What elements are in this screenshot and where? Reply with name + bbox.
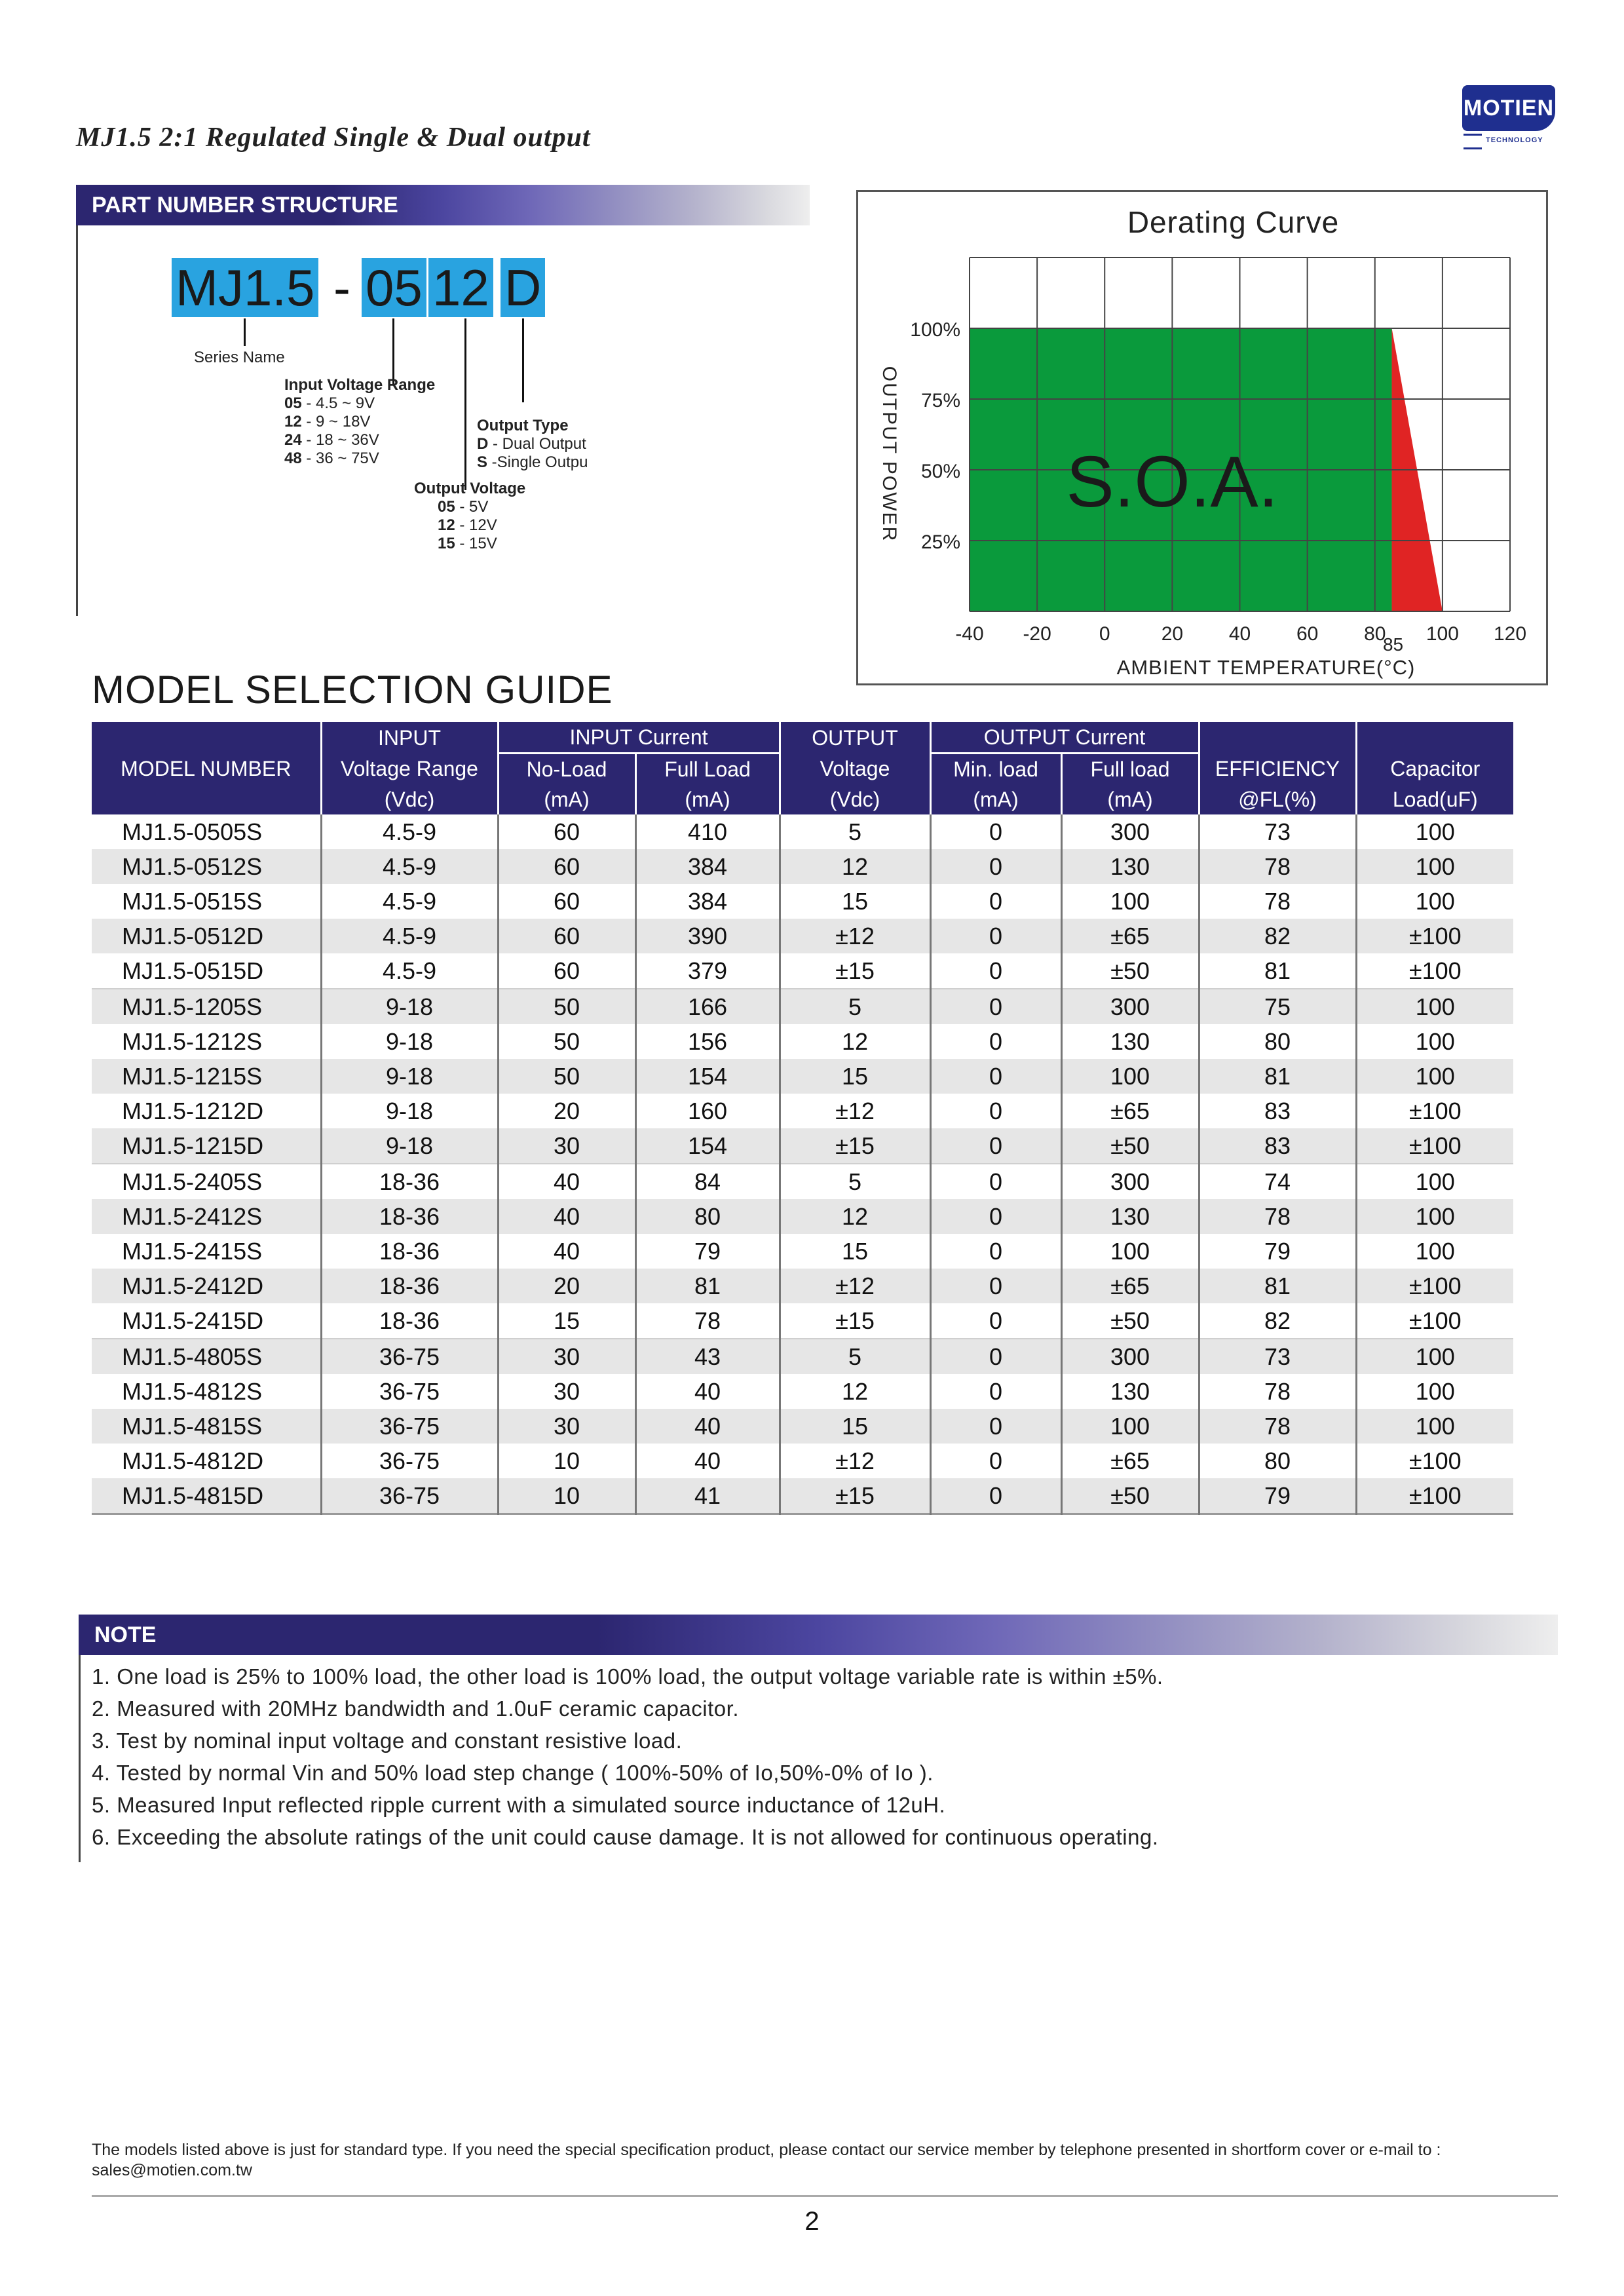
notes-list (92, 1660, 1533, 1853)
note-item: 6. Exceeding the absolute ratings of the unit could cause damage. It is not allowed for continuous operating. (92, 1825, 1159, 1849)
model-number-cell: MJ1.5-0512S (92, 849, 321, 884)
table-cell: 0 (930, 849, 1061, 884)
output-type-item: S -Single Outpu (477, 453, 588, 471)
table-cell: 0 (930, 1303, 1061, 1339)
header-cell: Voltage Range (321, 754, 498, 785)
table-cell: 100 (1356, 1339, 1513, 1374)
table-cell: 10 (498, 1444, 635, 1478)
table-cell: 0 (930, 953, 1061, 989)
table-cell: 160 (635, 1094, 780, 1128)
table-cell: 100 (1061, 884, 1199, 919)
table-cell: ±100 (1356, 1269, 1513, 1303)
model-number-cell: MJ1.5-2412D (92, 1269, 321, 1303)
document-title: MJ1.5 2:1 Regulated Single & Dual output (76, 123, 591, 153)
company-logo (1460, 77, 1558, 151)
table-cell: 40 (498, 1234, 635, 1269)
input-range-item: 48 - 36 ~ 75V (284, 450, 379, 467)
table-cell: 390 (635, 919, 780, 953)
table-cell: 0 (930, 1478, 1061, 1514)
table-cell: 81 (1199, 1059, 1356, 1094)
footer-divider (92, 2195, 1558, 2197)
table-cell: 12 (780, 1199, 930, 1234)
table-cell: 30 (498, 1339, 635, 1374)
table-cell: 78 (1199, 1199, 1356, 1234)
part-number-section-bar: PART NUMBER STRUCTURE (76, 185, 810, 225)
table-cell: 40 (635, 1374, 780, 1409)
header-cell: Full load (1061, 754, 1199, 785)
table-cell: 75 (1199, 989, 1356, 1024)
table-cell: 100 (1356, 1234, 1513, 1269)
table-cell: 4.5-9 (321, 953, 498, 989)
table-cell: ±100 (1356, 919, 1513, 953)
table-row (92, 849, 1513, 884)
output-voltage-item: 15 - 15V (438, 535, 497, 552)
table-cell: 81 (1199, 953, 1356, 989)
table-cell: 100 (1356, 1199, 1513, 1234)
x-tick-label: -20 (1023, 623, 1051, 645)
table-cell: 12 (780, 849, 930, 884)
header-cell: (Vdc) (321, 784, 498, 814)
table-cell: ±15 (780, 1303, 930, 1339)
part-number-diagram (76, 225, 652, 619)
logo-wave-icon (1463, 134, 1482, 149)
table-cell: 60 (498, 849, 635, 884)
table-cell: 156 (635, 1024, 780, 1059)
table-cell: 78 (1199, 1409, 1356, 1444)
table-row (92, 1339, 1513, 1374)
note-item: 1. One load is 25% to 100% load, the other load is 100% load, the output voltage variable rate is within ±5%. (92, 1664, 1163, 1689)
table-cell: 0 (930, 1128, 1061, 1164)
table-row (92, 814, 1513, 849)
table-cell: 18-36 (321, 1269, 498, 1303)
header-cell: No-Load (498, 754, 635, 785)
table-cell: 81 (1199, 1269, 1356, 1303)
model-number-cell: MJ1.5-4805S (92, 1339, 321, 1374)
input-range-item: 24 - 18 ~ 36V (284, 431, 379, 449)
table-cell: 0 (930, 919, 1061, 953)
table-cell: 12 (780, 1024, 930, 1059)
table-row (92, 1478, 1513, 1514)
output-voltage-leader-line (464, 318, 466, 490)
table-header-row (92, 754, 1513, 785)
table-row (92, 1128, 1513, 1164)
model-table-body (92, 814, 1513, 1514)
table-cell: ±50 (1061, 1478, 1199, 1514)
table-cell: 0 (930, 1024, 1061, 1059)
table-row (92, 1374, 1513, 1409)
table-cell: 130 (1061, 849, 1199, 884)
table-cell: 60 (498, 884, 635, 919)
table-cell: ±100 (1356, 1478, 1513, 1514)
table-cell: 0 (930, 1339, 1061, 1374)
table-header-row (92, 784, 1513, 814)
model-number-cell: MJ1.5-2415S (122, 1238, 263, 1265)
table-cell: 81 (635, 1269, 780, 1303)
x-tick-label: -40 (955, 623, 984, 645)
table-cell: ±65 (1061, 1094, 1199, 1128)
table-cell: 0 (930, 1444, 1061, 1478)
x-tick-label: 20 (1161, 623, 1184, 645)
header-cell: OUTPUT (780, 722, 930, 754)
table-cell: 100 (1356, 849, 1513, 884)
output-voltage-item: 05 - 5V (438, 498, 489, 516)
table-cell: ±100 (1356, 1094, 1513, 1128)
table-cell: 10 (498, 1478, 635, 1514)
table-cell: 0 (930, 884, 1061, 919)
y-tick-label: 50% (920, 461, 960, 482)
table-cell: 80 (1199, 1444, 1356, 1478)
table-cell: 5 (780, 814, 930, 849)
table-cell: 4.5-9 (321, 814, 498, 849)
table-cell: 15 (780, 1059, 930, 1094)
table-cell: 40 (498, 1164, 635, 1199)
input-range-block (284, 376, 435, 468)
table-cell: 130 (1061, 1024, 1199, 1059)
x-axis-label: AMBIENT TEMPERATURE(°C) (1116, 656, 1416, 679)
table-cell: 30 (498, 1128, 635, 1164)
logo-text: MOTIEN (1462, 85, 1555, 131)
table-cell: 41 (635, 1478, 780, 1514)
table-cell: 0 (930, 989, 1061, 1024)
table-cell: 79 (635, 1234, 780, 1269)
table-cell: 130 (1061, 1374, 1199, 1409)
table-cell: 4.5-9 (321, 849, 498, 884)
table-cell: ±100 (1356, 1128, 1513, 1164)
table-cell: 9-18 (321, 1024, 498, 1059)
model-number-cell: MJ1.5-4815D (92, 1478, 321, 1514)
series-leader-line (244, 318, 246, 346)
note-item: 5. Measured Input reflected ripple current with a simulated source inductance of 12uH. (92, 1793, 946, 1817)
table-cell: 9-18 (321, 989, 498, 1024)
model-number-cell: MJ1.5-4812D (122, 1447, 264, 1474)
table-row (92, 1094, 1513, 1128)
table-cell: 79 (1199, 1478, 1356, 1514)
header-cell: Capacitor (1356, 754, 1513, 785)
table-cell: 100 (1356, 814, 1513, 849)
input-leader-line (392, 318, 394, 384)
table-header-row (92, 722, 1513, 754)
table-cell: ±50 (1061, 953, 1199, 989)
input-range-item: 05 - 4.5 ~ 9V (284, 394, 375, 412)
table-cell: 100 (1356, 989, 1513, 1024)
table-cell: ±12 (780, 1269, 930, 1303)
table-cell: ±50 (1061, 1303, 1199, 1339)
table-cell: 78 (1199, 849, 1356, 884)
x-tick-label: 80 (1364, 623, 1386, 645)
table-cell: 100 (1356, 884, 1513, 919)
table-row (92, 919, 1513, 953)
table-cell: 100 (1356, 1059, 1513, 1094)
header-cell (92, 784, 321, 814)
table-cell: ±65 (1061, 1269, 1199, 1303)
header-cell: Full Load (635, 754, 780, 785)
table-cell: 18-36 (321, 1234, 498, 1269)
table-cell: 74 (1199, 1164, 1356, 1199)
model-guide-title: MODEL SELECTION GUIDE (92, 668, 613, 712)
soa-label: S.O.A. (1066, 442, 1279, 523)
table-cell: 384 (635, 884, 780, 919)
table-row (92, 1059, 1513, 1094)
model-number-cell: MJ1.5-4815S (92, 1409, 321, 1444)
table-cell: 30 (498, 1409, 635, 1444)
x-tick-label-85: 85 (1382, 634, 1404, 655)
series-name-label: Series Name (194, 349, 285, 366)
table-cell: 100 (1061, 1234, 1199, 1269)
table-cell: 15 (780, 1234, 930, 1269)
table-cell: ±15 (780, 953, 930, 989)
header-cell: (mA) (1061, 784, 1199, 814)
derating-curve-chart (856, 190, 1548, 685)
y-tick-label: 25% (920, 531, 960, 553)
x-tick-label: 0 (1099, 623, 1110, 645)
table-cell: 80 (1199, 1024, 1356, 1059)
output-voltage-item: 12 - 12V (438, 516, 497, 534)
table-cell: 82 (1199, 919, 1356, 953)
table-row (92, 1303, 1513, 1339)
table-row (92, 1444, 1513, 1478)
table-cell: 36-75 (321, 1478, 498, 1514)
table-cell: 166 (635, 989, 780, 1024)
table-cell: 384 (635, 849, 780, 884)
table-cell: 78 (1199, 884, 1356, 919)
model-number-cell: MJ1.5-1212D (122, 1098, 264, 1124)
model-number-cell: MJ1.5-0512D (92, 919, 321, 953)
table-cell: 0 (930, 1199, 1061, 1234)
note-item: 2. Measured with 20MHz bandwidth and 1.0uF ceramic capacitor. (92, 1696, 739, 1721)
table-cell: 4.5-9 (321, 919, 498, 953)
table-row (92, 1199, 1513, 1234)
table-row (92, 953, 1513, 989)
table-cell: 100 (1356, 1409, 1513, 1444)
table-cell: 50 (498, 1024, 635, 1059)
table-cell: 30 (498, 1374, 635, 1409)
table-row (92, 1269, 1513, 1303)
table-cell: 300 (1061, 989, 1199, 1024)
table-cell: 100 (1356, 1164, 1513, 1199)
output-type-leader-line (522, 318, 524, 402)
table-cell: ±100 (1356, 953, 1513, 989)
table-cell: 9-18 (321, 1128, 498, 1164)
table-cell: 154 (635, 1128, 780, 1164)
table-cell: ±65 (1061, 1444, 1199, 1478)
table-cell: 50 (498, 989, 635, 1024)
table-cell: 78 (635, 1303, 780, 1339)
table-cell: 300 (1061, 1339, 1199, 1374)
table-cell: 100 (1356, 1024, 1513, 1059)
x-tick-label: 60 (1296, 623, 1319, 645)
table-cell: 15 (780, 884, 930, 919)
table-cell: 80 (635, 1199, 780, 1234)
model-number-cell: MJ1.5-4812S (122, 1378, 263, 1405)
pn-box-series: MJ1.5 (172, 258, 318, 317)
table-cell: 36-75 (321, 1339, 498, 1374)
table-cell: 40 (635, 1409, 780, 1444)
output-type-block (477, 417, 588, 472)
table-cell: 300 (1061, 1164, 1199, 1199)
table-cell: 12 (780, 1374, 930, 1409)
header-cell: Min. load (930, 754, 1061, 785)
header-cell: EFFICIENCY (1199, 754, 1356, 785)
table-cell: 0 (930, 1374, 1061, 1409)
header-cell: Load(uF) (1356, 784, 1513, 814)
table-row (92, 884, 1513, 919)
table-cell: 18-36 (321, 1303, 498, 1339)
table-cell: 20 (498, 1094, 635, 1128)
input-range-item: 12 - 9 ~ 18V (284, 413, 371, 430)
header-cell: OUTPUT Current (930, 722, 1199, 754)
note-section-bar: NOTE (79, 1615, 1558, 1655)
table-row (92, 1024, 1513, 1059)
table-cell: 130 (1061, 1199, 1199, 1234)
table-cell: 60 (498, 953, 635, 989)
x-tick-label: 120 (1493, 623, 1527, 645)
table-cell: 73 (1199, 1339, 1356, 1374)
model-selection-table (92, 722, 1513, 1515)
model-number-cell: MJ1.5-2415D (122, 1307, 264, 1334)
table-cell: 18-36 (321, 1164, 498, 1199)
pn-box-output-voltage: 12 (428, 258, 493, 317)
table-cell: 82 (1199, 1303, 1356, 1339)
note-item: 4. Tested by normal Vin and 50% load step change ( 100%-50% of Io,50%-0% of Io ). (92, 1761, 934, 1785)
table-cell: 84 (635, 1164, 780, 1199)
table-cell: 60 (498, 814, 635, 849)
table-cell: ±12 (780, 1094, 930, 1128)
note-item: 3. Test by nominal input voltage and constant resistive load. (92, 1729, 683, 1753)
table-cell: 5 (780, 989, 930, 1024)
chart-title: Derating Curve (1127, 205, 1340, 239)
x-tick-label: 40 (1228, 623, 1251, 645)
model-number-cell: MJ1.5-0515D (122, 957, 264, 984)
output-type-title: Output Type (477, 417, 569, 434)
table-cell: 83 (1199, 1128, 1356, 1164)
model-number-cell: MJ1.5-0515S (122, 888, 263, 915)
header-cell (92, 722, 321, 754)
header-cell: (Vdc) (780, 784, 930, 814)
page-number: 2 (804, 2207, 820, 2236)
header-cell: MODEL NUMBER (92, 754, 321, 785)
table-cell: 40 (498, 1199, 635, 1234)
table-cell: 300 (1061, 814, 1199, 849)
table-cell: 154 (635, 1059, 780, 1094)
header-cell: @FL(%) (1199, 784, 1356, 814)
table-row (92, 1234, 1513, 1269)
table-cell: 0 (930, 1164, 1061, 1199)
table-cell: 0 (930, 1234, 1061, 1269)
table-cell: ±15 (780, 1128, 930, 1164)
table-cell: 379 (635, 953, 780, 989)
table-row (92, 989, 1513, 1024)
model-number-cell: MJ1.5-1215S (92, 1059, 321, 1094)
table-cell: 0 (930, 1094, 1061, 1128)
table-cell: ±65 (1061, 919, 1199, 953)
chart-canvas (858, 192, 1546, 683)
header-cell (1199, 722, 1356, 754)
table-cell: 100 (1061, 1059, 1199, 1094)
header-cell: (mA) (635, 784, 780, 814)
header-cell: INPUT Current (498, 722, 780, 754)
output-type-item: D - Dual Output (477, 435, 586, 453)
table-cell: 410 (635, 814, 780, 849)
y-tick-label: 100% (910, 319, 960, 341)
table-cell: 0 (930, 1059, 1061, 1094)
table-cell: ±50 (1061, 1128, 1199, 1164)
y-tick-label: 75% (920, 390, 960, 411)
table-cell: 100 (1356, 1374, 1513, 1409)
table-cell: 73 (1199, 814, 1356, 849)
output-voltage-title: Output Voltage (414, 480, 526, 497)
table-cell: ±100 (1356, 1303, 1513, 1339)
table-cell: 9-18 (321, 1094, 498, 1128)
pn-box-output-type: D (500, 258, 545, 317)
header-cell: Voltage (780, 754, 930, 785)
table-cell: 60 (498, 919, 635, 953)
section-divider (79, 1655, 81, 1862)
table-cell: 0 (930, 1409, 1061, 1444)
table-cell: 79 (1199, 1234, 1356, 1269)
header-cell: (mA) (498, 784, 635, 814)
table-cell: 0 (930, 1269, 1061, 1303)
table-cell: 15 (498, 1303, 635, 1339)
table-cell: 4.5-9 (321, 884, 498, 919)
table-cell: ±12 (780, 919, 930, 953)
table-cell: 5 (780, 1339, 930, 1374)
header-cell: (mA) (930, 784, 1061, 814)
table-cell: 36-75 (321, 1444, 498, 1478)
table-cell: 9-18 (321, 1059, 498, 1094)
table-cell: 83 (1199, 1094, 1356, 1128)
table-cell: ±12 (780, 1444, 930, 1478)
table-row (92, 1409, 1513, 1444)
model-number-cell: MJ1.5-2405S (92, 1164, 321, 1199)
pn-box-input: 05 (362, 258, 426, 317)
x-tick-label: 100 (1426, 623, 1459, 645)
model-number-cell: MJ1.5-1212S (122, 1028, 263, 1055)
table-cell: ±100 (1356, 1444, 1513, 1478)
logo-subtitle: TECHNOLOGY (1486, 136, 1543, 144)
table-cell: 50 (498, 1059, 635, 1094)
table-row (92, 1164, 1513, 1199)
table-cell: 20 (498, 1269, 635, 1303)
output-voltage-block (414, 480, 525, 553)
input-range-title: Input Voltage Range (284, 376, 436, 394)
table-cell: 18-36 (321, 1199, 498, 1234)
model-number-cell: MJ1.5-2412S (92, 1199, 321, 1234)
table-cell: 5 (780, 1164, 930, 1199)
table-cell: 15 (780, 1409, 930, 1444)
table-cell: 43 (635, 1339, 780, 1374)
table-cell: 36-75 (321, 1374, 498, 1409)
table-cell: 0 (930, 814, 1061, 849)
table-cell: 100 (1061, 1409, 1199, 1444)
y-axis-label: OUTPUT POWER (878, 366, 900, 543)
table-cell: 36-75 (321, 1409, 498, 1444)
model-number-cell: MJ1.5-0505S (122, 818, 263, 845)
table-cell: 40 (635, 1444, 780, 1478)
table-cell: ±15 (780, 1478, 930, 1514)
footer-text: The models listed above is just for standard type. If you need the special specification product, please contact our service member by telephone presented in shortform cover or e-mail to : sales@motien.com.tw (92, 2141, 1441, 2179)
header-cell: INPUT (321, 722, 498, 754)
model-number-cell: MJ1.5-1215D (92, 1128, 321, 1164)
model-number-cell: MJ1.5-1205S (92, 989, 321, 1024)
pn-dash: - (333, 259, 350, 316)
table-cell: 78 (1199, 1374, 1356, 1409)
header-cell (1356, 722, 1513, 754)
